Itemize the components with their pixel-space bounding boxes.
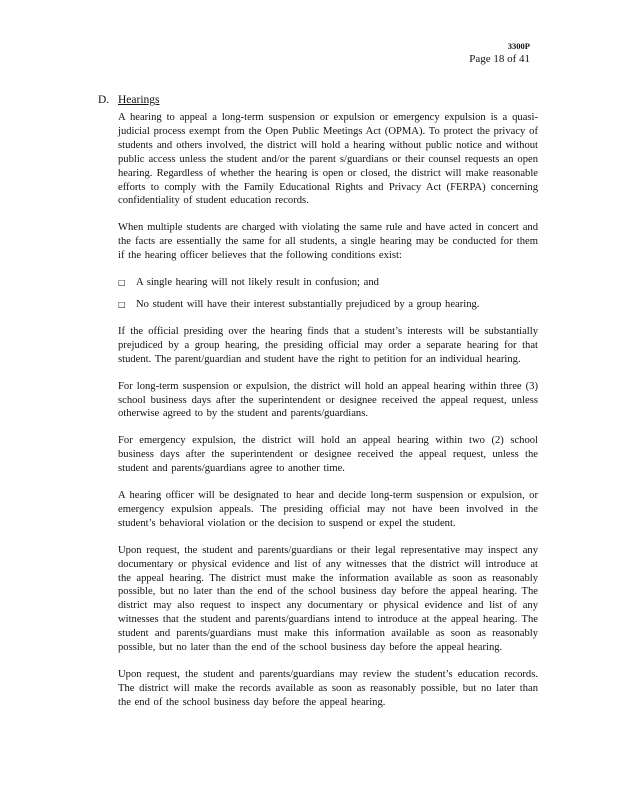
checkbox-bullet-icon: □ bbox=[118, 278, 126, 288]
list-item bbox=[118, 298, 538, 312]
paragraph-opma: A hearing to appeal a long-term suspension or expulsion or emergency expulsion is a quasi-judicial process exempt from the Open Public Meetings Act (OPMA). To protect the privacy of students and others involved, the district will hold a hearing without public notice and without public access unless the student and/or the parent s/guardians or their counsel requests an open hearing. Regardless of whether the hearing is open or closed, the district will make reasonable efforts to comply with the Family Educational Rights and Privacy Act (FERPA) concerning confidentiality of student education records. bbox=[118, 112, 538, 207]
page-number: Page 18 of 41 bbox=[469, 53, 530, 65]
list-item-text: No student will have their interest substantially prejudiced by a group hearing. bbox=[136, 298, 480, 310]
checkbox-bullet-icon: □ bbox=[118, 299, 126, 309]
list-item bbox=[118, 276, 538, 290]
paragraph-evidence-inspection: Upon request, the student and parents/guardians or their legal representative may inspect any documentary or physical evidence and list of any witnesses that the district will introduce at the appeal hearing. The district must make the information available as soon as reasonably possible, but no later than the end of the school business day before the appeal hearing. The district may also request to inspect any documentary or physical evidence and list of any witnesses that the student and parents/guardians intend to introduce at the appeal hearing. The student and parents/guardians must make this information available as soon as reasonably possible, but no later than the end of the school business day before the appeal hearing. bbox=[118, 544, 538, 654]
section-title: Hearings bbox=[118, 94, 160, 106]
paragraph-separate-hearing: If the official presiding over the hearing finds that a student’s interests will be substantially prejudiced by a group hearing, the presiding official may order a separate hearing for that student. The parent/guardian and student have the right to petition for an individual hearing. bbox=[118, 325, 538, 365]
section-body bbox=[118, 111, 538, 710]
hearings-section bbox=[98, 93, 538, 723]
paragraph-multiple-students: When multiple students are charged with violating the same rule and have acted in concert and the facts are essentially the same for all students, a single hearing may be conducted for them if the hearing officer believes that the following conditions exist: bbox=[118, 222, 538, 262]
paragraph-hearing-officer: A hearing officer will be designated to hear and decide long-term suspension or expulsion, or emergency expulsion appeals. The presiding official may not have been involved in the student’s behavioral violation or the decision to suspend or expel the student. bbox=[118, 490, 538, 529]
paragraph-records-review: Upon request, the student and parents/guardians may review the student’s education records. The district will make the records available as soon as reasonably possible, but no later than the end of the school business day before the appeal hearing. bbox=[118, 669, 538, 708]
policy-code: 3300P bbox=[507, 41, 530, 51]
paragraph-long-term-timeline: For long-term suspension or expulsion, the district will hold an appeal hearing within three (3) school business days after the superintendent or designee received the appeal request, unless otherwise agreed to by the student and parents/guardians. bbox=[118, 380, 538, 420]
list-item-text: A single hearing will not likely result in confusion; and bbox=[136, 277, 379, 289]
page-header bbox=[469, 40, 530, 66]
paragraph-emergency-timeline: For emergency expulsion, the district will hold an appeal hearing within two (2) school business days after the superintendent or designee received the appeal request, unless the student and parents/guardians agree to another time. bbox=[118, 435, 538, 475]
conditions-list bbox=[118, 276, 538, 312]
section-heading bbox=[98, 93, 538, 107]
section-letter: D. bbox=[98, 94, 110, 106]
